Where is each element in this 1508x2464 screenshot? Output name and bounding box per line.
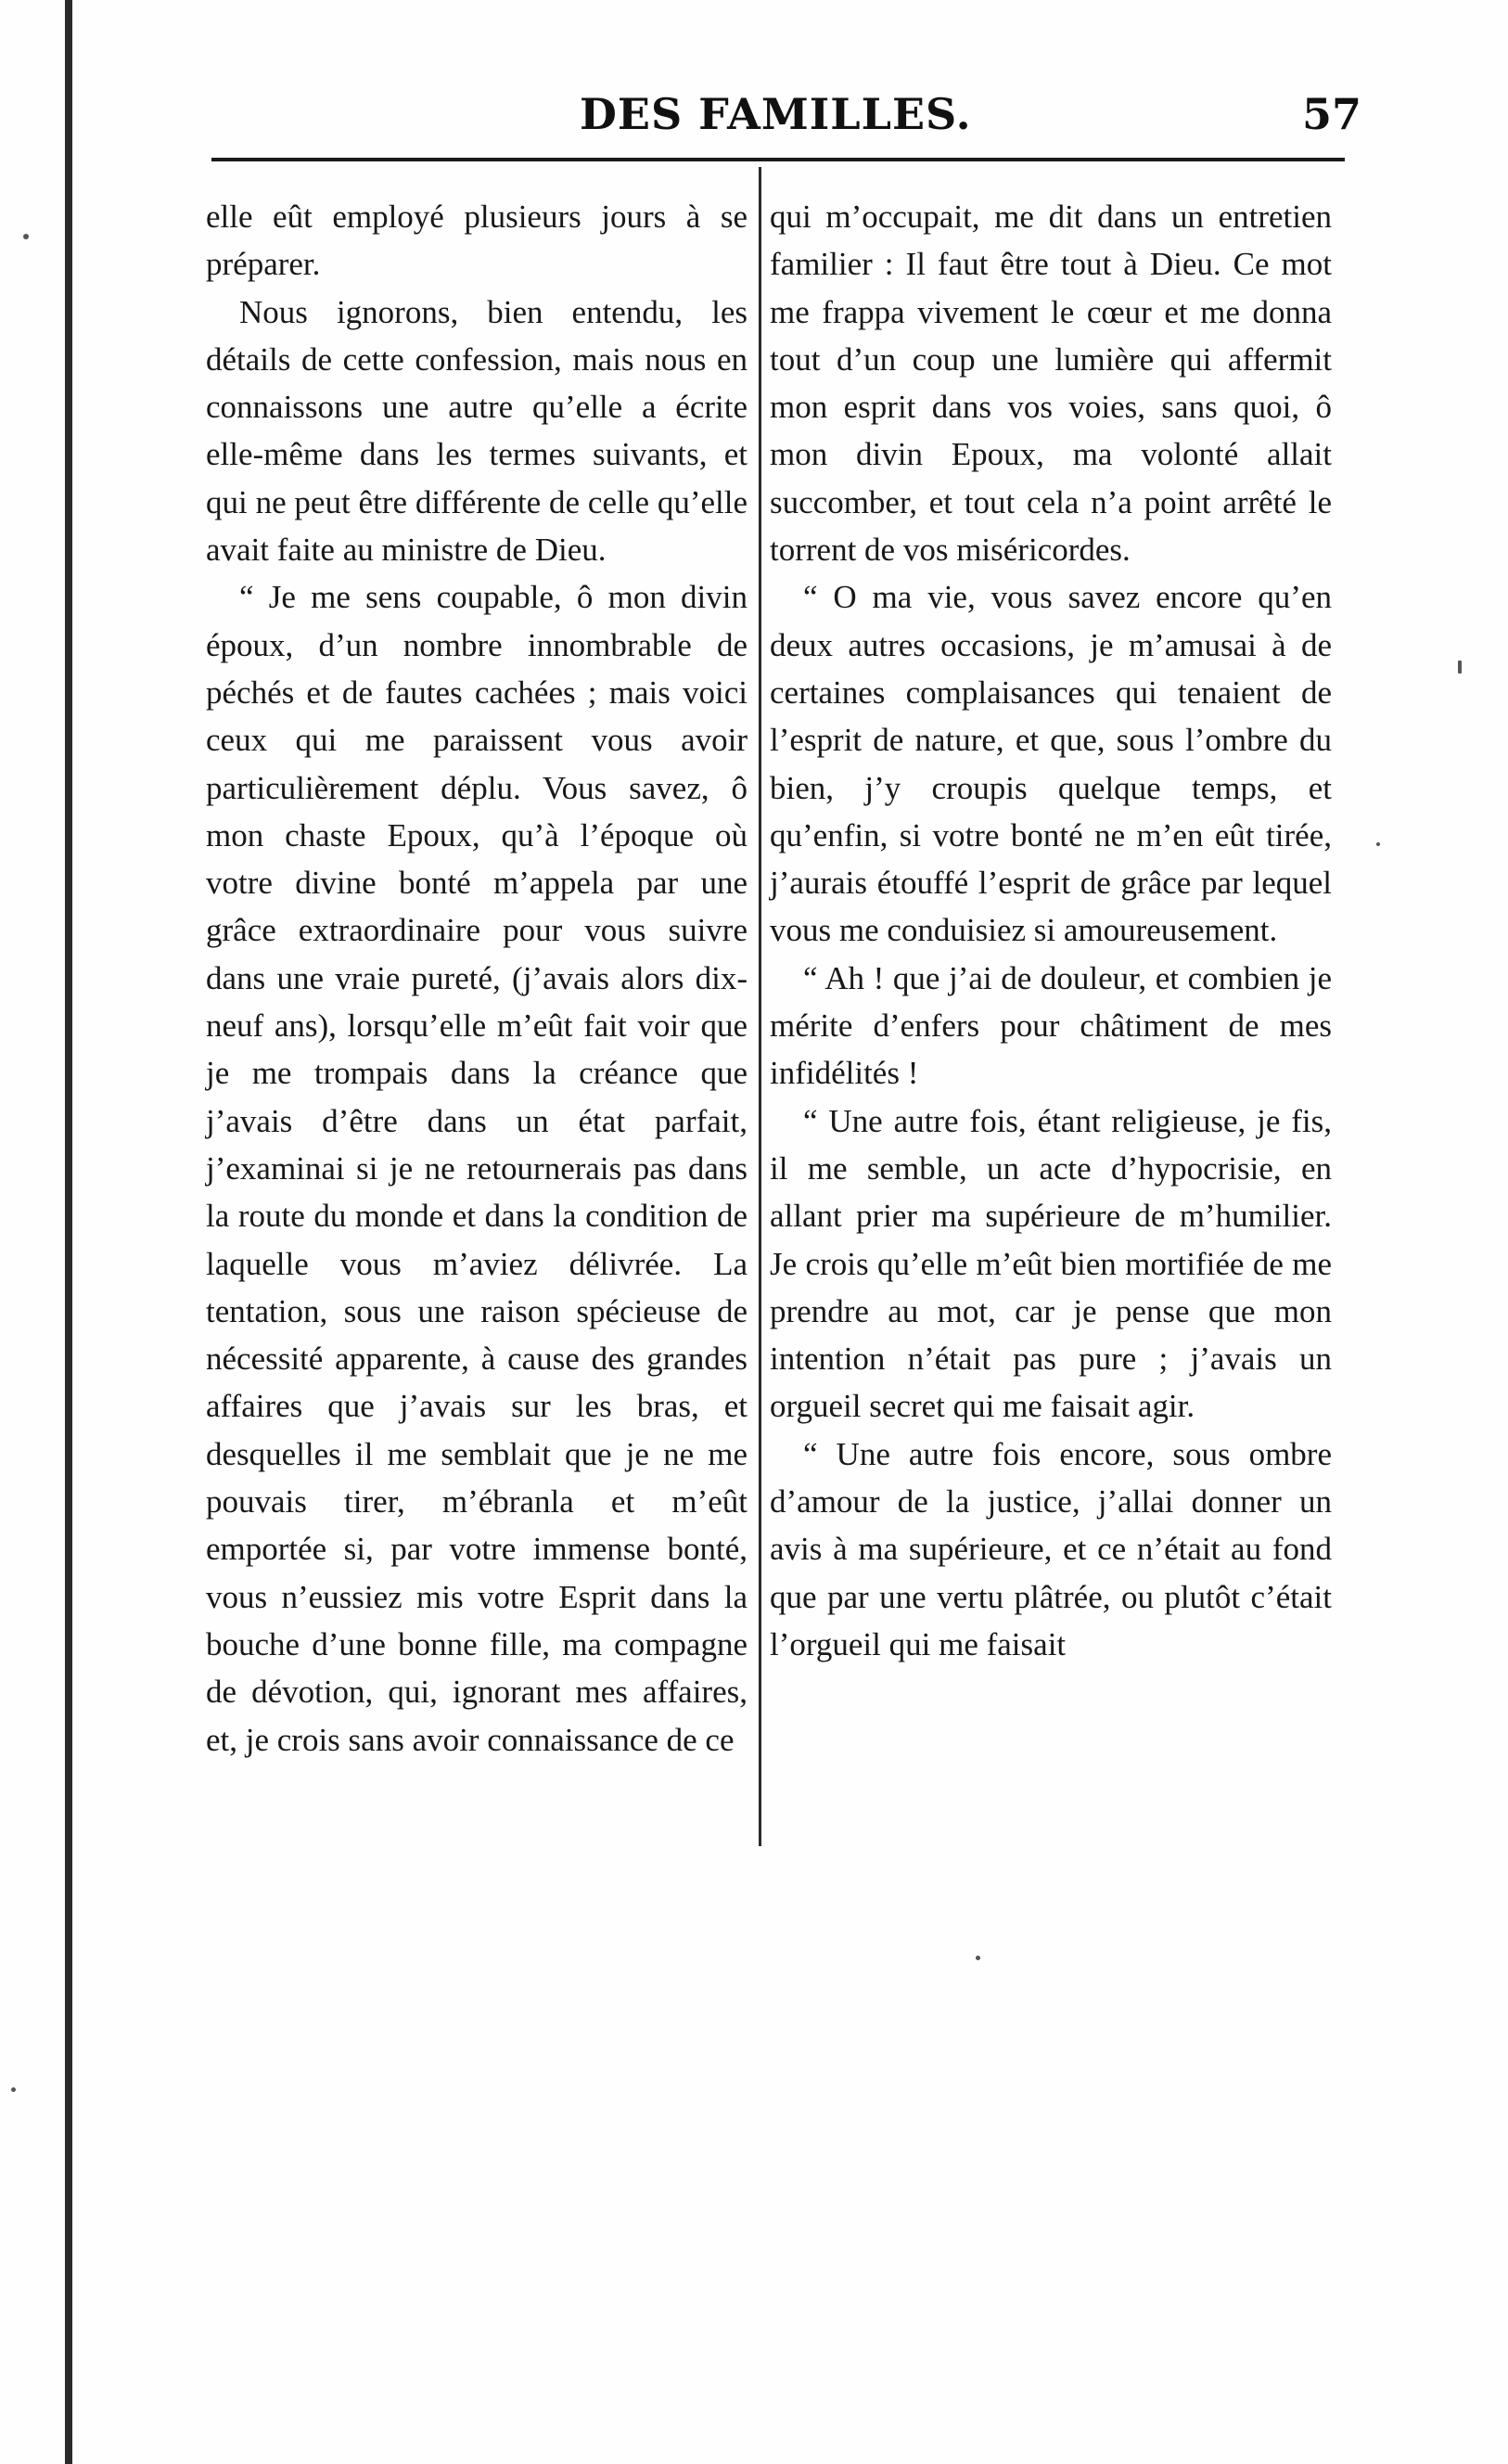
page-number: 57 xyxy=(1301,89,1361,139)
paragraph: “ O ma vie, vous savez encore qu’en deux autres occasions, je m’amusai à de certaines complaisances qui tenaient de l’esprit de nature, et que, sous l’ombre du bien, j’y croupis quelque temps, et qu’enfin, si votre bonté ne m’en eût tirée, j’aurais étouffé l’esprit de grâce par lequel vous me conduisiez si amoureusement. xyxy=(770,579,1332,949)
paragraph: “ Ah ! que j’ai de douleur, et combien je mérite d’enfers pour châtiment de mes infidélités ! xyxy=(770,959,1332,1092)
running-header xyxy=(213,89,1382,145)
paragraph: Nous ignorons, bien entendu, les détails de cette confession, mais nous en connaissons une autre qu’elle a écrite elle-même dans les termes suivants, et qui ne peut être différente de celle qu’elle avait faite au ministre de Dieu. xyxy=(206,293,748,569)
column-divider xyxy=(759,167,761,1846)
left-column xyxy=(206,193,748,1764)
binding-edge xyxy=(65,0,72,2464)
running-header-title: DES FAMILLES. xyxy=(580,89,972,139)
print-speck xyxy=(1376,842,1380,846)
print-speck xyxy=(976,1956,980,1960)
paragraph: “ Je me sens coupable, ô mon divin époux, d’un nombre innombrable de péchés et de fautes cachées ; mais voici ceux qui me paraissent vous avoir particulièrement déplu. Vous savez, ô mon chaste Epoux, qu’à l’époque où votre divine bonté m’appela par une grâce extraordinaire pour vous suivre dans une vraie pureté, (j’avais alors dix-neuf ans), lorsqu’elle m’eût fait voir que je me trompais dans la créance que j’avais d’être dans un état parfait, j’examinai si je ne retournerais pas dans la route du monde et dans la condition de laquelle vous m’aviez délivrée. La tentation, sous une raison spécieuse de nécessité apparente, à cause des grandes affaires que j’avais sur les bras, et desquelles il me semblait que je ne me pouvais tirer, m’ébranla et m’eût emportée si, par votre immense bonté, vous n’eussiez mis votre Esprit dans la bouche d’une bonne fille, ma compagne de dévotion, qui, ignorant mes affaires, et, je crois sans avoir connaissance de ce xyxy=(206,579,748,1758)
paragraph: elle eût employé plusieurs jours à se préparer. xyxy=(206,199,748,283)
paragraph: “ Une autre fois encore, sous ombre d’amour de la justice, j’allai donner un avis à ma supérieure, et ce n’était au fond que par une vertu plâtrée, ou plutôt c’était l’orgueil qui me faisait xyxy=(770,1435,1332,1662)
print-speck xyxy=(11,2087,16,2092)
paragraph: qui m’occupait, me dit dans un entretien familier : Il faut être tout à Dieu. Ce mot me frappa vivement le cœur et me donna tout d’un coup une lumière qui affermit mon esprit dans vos voies, sans quoi, ô mon divin Epoux, ma volonté allait succomber, et tout cela n’a point arrêté le torrent de vos miséricordes. xyxy=(770,199,1332,569)
right-column xyxy=(770,193,1332,1668)
print-speck xyxy=(1458,661,1462,674)
print-speck xyxy=(23,234,29,239)
header-rule xyxy=(211,158,1345,161)
paragraph: “ Une autre fois, étant religieuse, je fis, il me semble, un acte d’hypocrisie, en allant prier ma supérieure de m’humilier. Je crois qu’elle m’eût bien mortifiée de me prendre au mot, car je pense que mon intention n’était pas pure ; j’avais un orgueil secret qui me faisait agir. xyxy=(770,1102,1332,1425)
